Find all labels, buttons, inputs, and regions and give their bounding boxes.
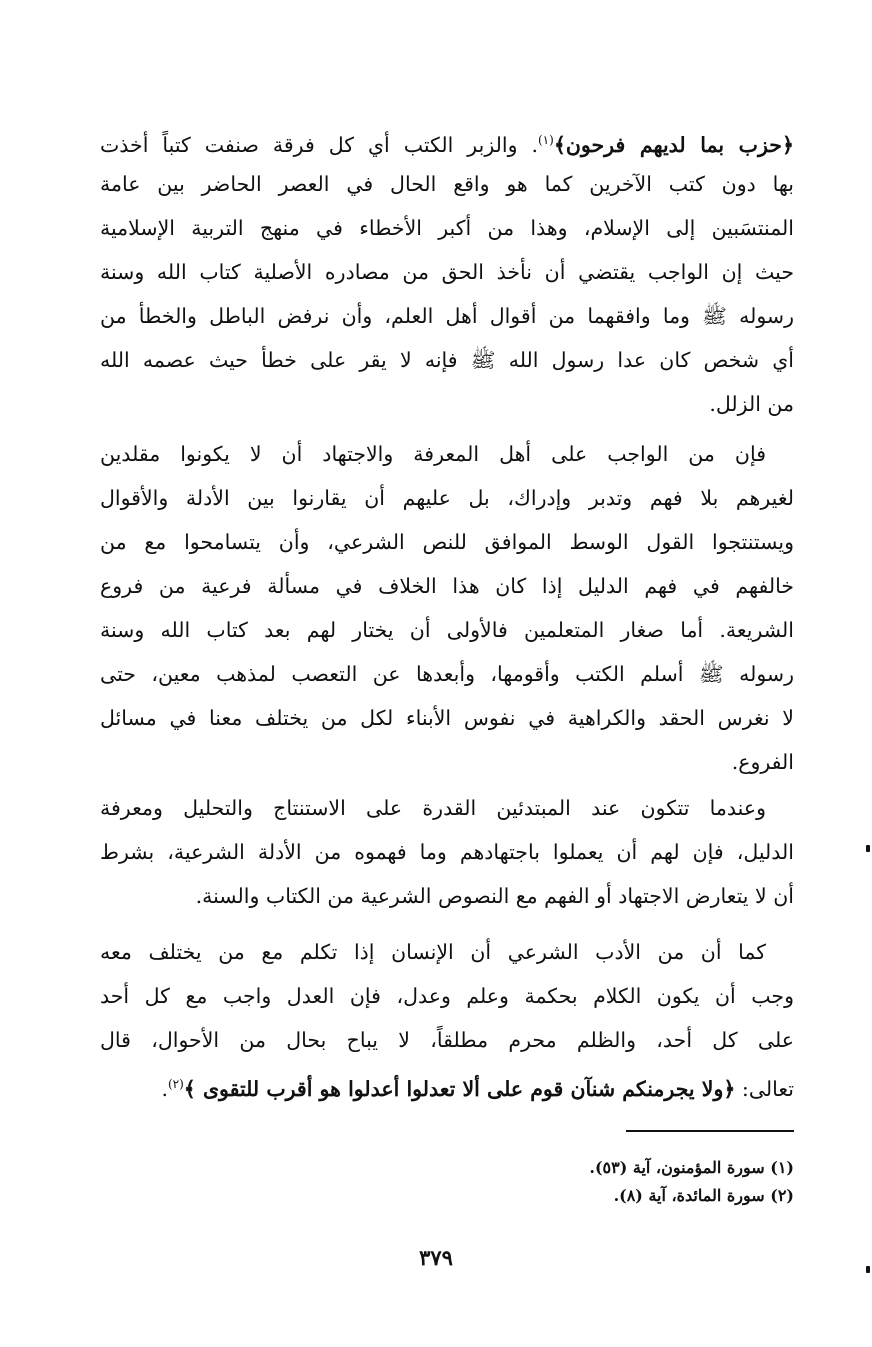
paragraph-2-line-8: الفروع. <box>731 750 794 774</box>
quran-verse-2 <box>184 1077 736 1101</box>
ornate-bracket-close: ﴾ <box>553 132 566 157</box>
paragraph-1-line-3: المنتسَبين إلى الإسلام، وهذا من أكبر الأخطاء في منهج التربية الإسلامية <box>100 216 794 240</box>
paragraph-3-line-2: الدليل، فإن لهم أن يعملوا باجتهادهم وما فهموه من الأدلة الشرعية، بشرط <box>100 840 794 864</box>
paragraph-2-line-1: فإن من الواجب على أهل المعرفة والاجتهاد أن لا يكونوا مقلدين <box>100 442 766 466</box>
margin-mark <box>866 845 870 852</box>
paragraph-4-line-1: كما أن من الأدب الشرعي أن الإنسان إذا تكلم مع من يختلف معه <box>100 940 766 964</box>
footnote-ref-2[interactable]: (٢) <box>167 1077 184 1091</box>
paragraph-3-line-1: وعندما تتكون عند المبتدئين القدرة على الاستنتاج والتحليل ومعرفة <box>100 796 766 820</box>
paragraph-1-line-7: من الزلل. <box>709 392 794 416</box>
paragraph-1-line-1 <box>100 118 794 162</box>
paragraph-4-line-4 <box>100 1062 794 1106</box>
paragraph-2-line-4: خالفهم في فهم الدليل إذا كان هذا الخلاف في مسألة فرعية من فروع <box>100 574 794 598</box>
paragraph-2-line-5: الشريعة. أما صغار المتعلمين فالأولى أن يختار لهم بعد كتاب الله وسنة <box>100 618 794 642</box>
paragraph-3 <box>100 786 794 918</box>
page-number: ٣٧٩ <box>419 1245 453 1270</box>
quran-verse-1-text: حزب بما لديهم فرحون <box>565 132 782 157</box>
paragraph-2 <box>100 432 794 784</box>
footnotes <box>300 1154 794 1210</box>
quran-verse-1 <box>554 133 794 157</box>
footnote-ref-1[interactable]: (١) <box>537 133 554 147</box>
paragraph-1-line-6: أي شخص كان عدا رسول الله ﷺ فإنه لا يقر على خطأ حيث عصمه الله <box>100 348 794 372</box>
paragraph-2-line-3: ويستنتجوا القول الوسط الموافق للنص الشرعي، وأن يتسامحوا مع من <box>100 530 794 554</box>
paragraph-1-line-5: رسوله ﷺ وما وافقهما من أقوال أهل العلم، وأن نرفض الباطل والخطأ من <box>100 304 794 328</box>
paragraph-4-line-2: وجب أن يكون الكلام بحكمة وعلم وعدل، فإن العدل واجب مع كل أحد <box>100 984 794 1008</box>
footnote-1: (١) سورة المؤمنون، آية (٥٣). <box>589 1158 794 1177</box>
ornate-bracket-close: ﴾ <box>183 1076 196 1101</box>
ornate-bracket-open: ﴿ <box>781 132 794 157</box>
paragraph-4-line-3: على كل أحد، والظلم محرم مطلقاً، لا يباح بحال من الأحوال، قال <box>100 1028 794 1052</box>
paragraph-4-line-4-suffix: . <box>161 1076 168 1101</box>
margin-mark <box>866 1266 870 1273</box>
paragraph-2-line-6: رسوله ﷺ أسلم الكتب وأقومها، وأبعدها عن التعصب لمذهب معين، حتى <box>100 662 794 686</box>
quran-verse-2-text: ولا يجرمنكم شنآن قوم على ألا تعدلوا أعدلوا هو أقرب للتقوى <box>202 1076 724 1101</box>
paragraph-1-line-1-rest: . والزبر الكتب أي كل فرقة صنفت كتباً أخذت <box>100 132 538 157</box>
paragraph-4 <box>100 930 794 1106</box>
paragraph-1-line-4: حيث إن الواجب يقتضي أن نأخذ الحق من مصادره الأصلية كتاب الله وسنة <box>100 260 794 284</box>
paragraph-4-line-4-prefix: تعالى: <box>735 1076 794 1101</box>
paragraph-2-line-2: لغيرهم بلا فهم وتدبر وإدراك، بل عليهم أن يقارنوا بين الأدلة والأقوال <box>100 486 794 510</box>
paragraph-1-line-2: بها دون كتب الآخرين كما هو واقع الحال في العصر الحاضر بين عامة <box>100 172 794 196</box>
footnote-2: (٢) سورة المائدة، آية (٨). <box>613 1186 794 1205</box>
paragraph-3-line-3: أن لا يتعارض الاجتهاد أو الفهم مع النصوص الشرعية من الكتاب والسنة. <box>195 884 794 908</box>
ornate-bracket-open: ﴿ <box>723 1076 736 1101</box>
paragraph-2-line-7: لا نغرس الحقد والكراهية في نفوس الأبناء لكل من يختلف معنا في مسائل <box>100 706 794 730</box>
paragraph-1 <box>100 118 794 426</box>
footnote-divider <box>626 1130 794 1132</box>
